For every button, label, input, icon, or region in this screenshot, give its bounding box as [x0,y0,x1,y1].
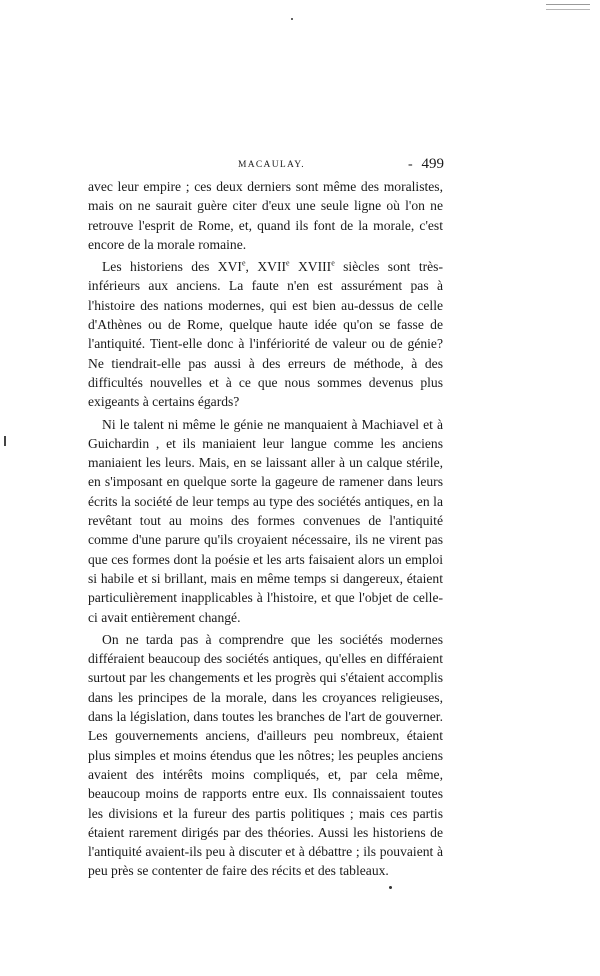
superscript: e [331,258,335,268]
page-number: 499 [421,156,444,172]
scan-margin-mark [4,436,6,446]
paragraph-continuation: avec leur empire ; ces deux derniers sont même des moralistes, mais on ne saurait guère citer d'eux une seule ligne où l'on ne retrouve l'esprit de Rome, et, quand ils font de la morale, c'est encore de la morale romaine. [88,179,443,252]
scan-speck [389,886,392,889]
superscript: e [286,258,290,268]
scan-edge-line [546,4,590,5]
header-dash: - [408,157,413,172]
running-header [88,156,444,178]
superscript: e [241,258,246,268]
paragraph-machiavel: Ni le talent ni même le génie ne manquaient à Machiavel et à Guichardin , et ils maniaient leur langue comme les anciens maniaient les leurs. Mais, en se laissant aller à un calque stérile, en s'imposant en quelque sorte la gageure de ramener dans leurs écrits la société de leur temps au type des sociétés antiques, en la revêtant tout au moins des formes convenues de l'antiquité comme d'une parure qu'ils croyaient nécessaire, ils ne virent pas que ces formes dont la poésie et les arts faisaient alors un emploi si habile et si brillant, mais en même temps si dangereux, étaient particulièrement inapplicables à l'histoire, et que l'objet de celle-ci avait entièrement changé. [88,416,443,625]
scan-speck [291,18,293,20]
running-title: MACAULAY. [238,160,305,170]
paragraph-historians: Les historiens des XVIe, XVIIe XVIIIe siècles sont très-inférieurs aux anciens. La faute n'en est assurément pas à l'histoire des nations modernes, qui est bien au-dessus de celle d'Athènes ou de Rome, quelque haute idée qu'on se fasse de l'antiquité. Tient-elle donc à l'infériorité de valeur ou de génie? Ne tiendrait-elle pas aussi à des erreurs de méthode, à des difficultés nouvelles et à ce que nous sommes devenus plus exigeants à certains égards? [88,258,443,410]
body-text [88,177,443,884]
scan-edge-line [546,9,590,10]
paragraph-societes: On ne tarda pas à comprendre que les sociétés modernes différaient beaucoup des sociétés antiques, qu'elles en différaient surtout par les changements et les progrès qui s'étaient accomplis dans les principes de la morale, dans les croyances religieuses, dans la législation, dans toutes les branches de l'art de gouverner. Les gouvernements anciens, d'ailleurs peu nombreux, étaient plus simples et moins étendus que les nôtres; les peuples anciens avaient des intérêts moins compliqués, et, par cela même, beaucoup moins de rapports entre eux. Ils connaissaient toutes les divisions et la fureur des partis politiques ; mais ces partis étaient rarement dirigés par des théories. Aussi les historiens de l'antiquité avaient-ils peu à discuter et à débattre ; ils pouvaient à peu près se contenter de faire des récits et des tableaux. [88,631,443,879]
